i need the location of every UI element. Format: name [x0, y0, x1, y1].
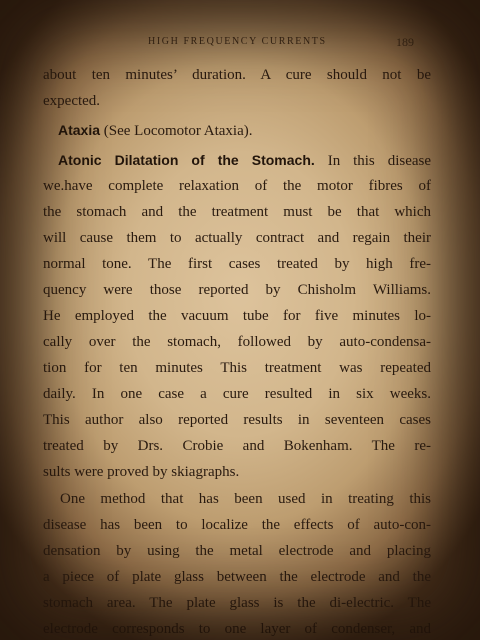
- entry-ataxia: [58, 117, 431, 143]
- text-line: One method that has been used in treating this: [60, 491, 431, 507]
- text-line: electrode corresponds to one layer of condenser, and: [43, 621, 431, 637]
- text-line: sults were proved by skiagraphs.: [43, 464, 240, 480]
- entry-text: (See Locomotor Ataxia).: [100, 123, 253, 139]
- text-line: normal tone. The first cases treated by high fre-: [43, 256, 431, 272]
- text-line: we.have complete relaxation of the motor fibres of: [43, 178, 431, 194]
- text-line: tion for ten minutes This treatment was repeated: [43, 360, 431, 376]
- text-line: a piece of plate glass between the electrode and the: [43, 569, 431, 585]
- text-line: expected.: [43, 93, 101, 109]
- text-line: daily. In one case a cure resulted in six weeks.: [43, 386, 431, 402]
- text-line: the stomach and the treatment must be that which: [43, 204, 431, 220]
- text-line: densation by using the metal electrode and placing: [43, 543, 431, 559]
- text-line: He employed the vacuum tube for five minutes lo-: [43, 308, 431, 324]
- page-number: 189: [396, 35, 414, 49]
- entry-text: In this disease: [314, 153, 432, 169]
- text-line: stomach area. The plate glass is the di-electric. The: [43, 595, 431, 611]
- text-line: quency were those reported by Chisholm Williams.: [43, 282, 431, 298]
- entry-atonic-dilatation: [58, 147, 431, 173]
- text-line: about ten minutes’ duration. A cure should not be: [43, 67, 431, 83]
- text-line: treated by Drs. Crobie and Bokenham. The re-: [43, 438, 431, 454]
- text-line: disease has been to localize the effects of auto-con-: [43, 517, 431, 533]
- entry-heading: Ataxia: [58, 122, 101, 138]
- entry-heading: Atonic Dilatation of the Stomach.: [58, 152, 315, 168]
- text-line: will cause them to actually contract and regain their: [43, 230, 431, 246]
- text-line: This author also reported results in seventeen cases: [43, 412, 431, 428]
- running-head: HIGH FREQUENCY CURRENTS: [148, 36, 327, 47]
- text-line: cally over the stomach, followed by auto-condensa-: [43, 334, 431, 350]
